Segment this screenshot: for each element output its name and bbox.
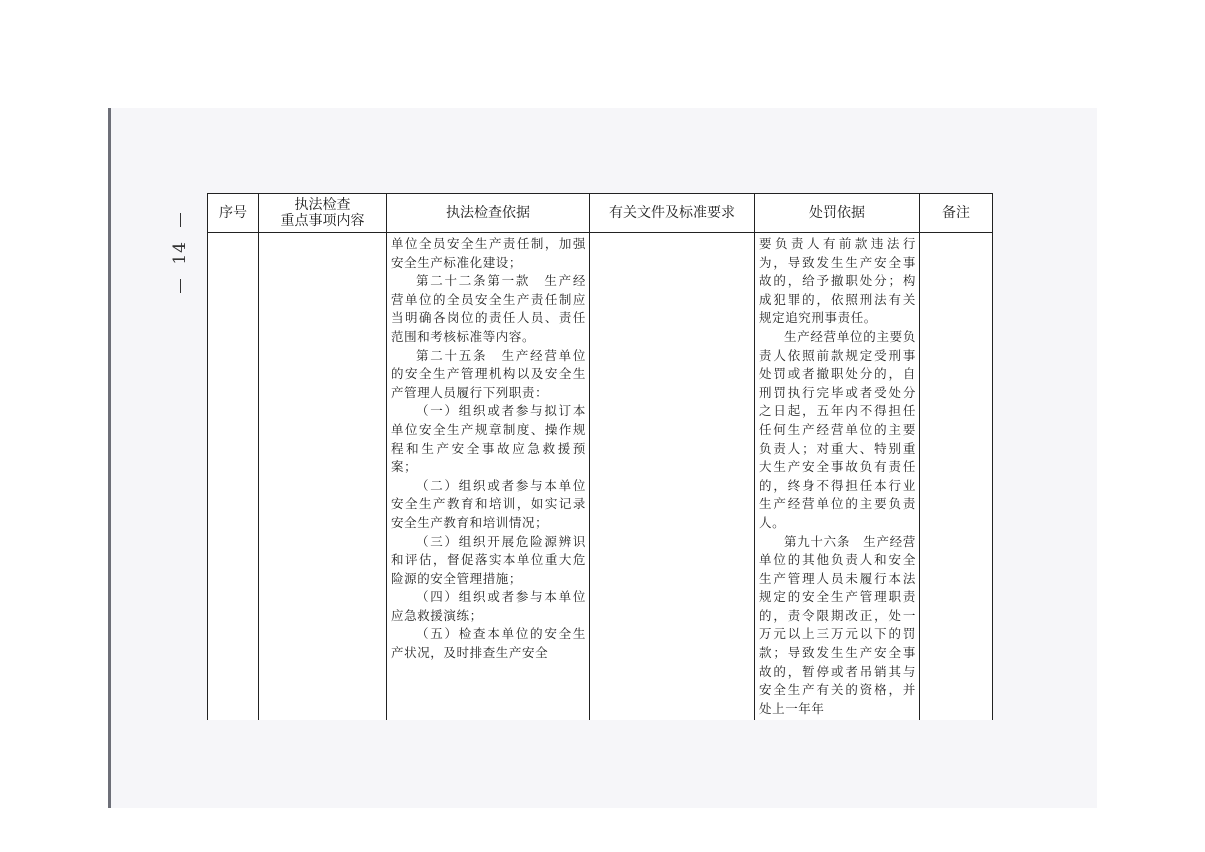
basis-paragraph: 第二十二条第一款 生产经营单位的全员安全生产责任制应当明确各岗位的责任人员、责任范围和考核标准等内容。: [391, 273, 586, 344]
penalty-paragraph: 要负责人有前款违法行为，导致发生生产安全事故的，给予撤职处分；构成犯罪的，依照刑法有关规定追究刑事责任。: [759, 236, 916, 326]
basis-paragraph: （一）组织或者参与拟订本单位安全生产规章制度、操作规程和生产安全事故应急救援预案；: [391, 403, 586, 475]
header-item-line1: 执法检查: [294, 197, 351, 213]
penalty-paragraph: 第九十六条 生产经营单位的其他负责人和安全生产管理人员未履行本法规定的安全生产管理职责的，责令限期改正，处一万元以上三万元以下的罚款；导致发生生产安全事故的，暂停或者吊销其与安全生产有关的资格，并处上一年年: [759, 533, 916, 716]
cell-basis: [387, 233, 590, 721]
header-penalty: 处罚依据: [755, 194, 920, 233]
page-number-text: 14: [170, 241, 190, 265]
basis-paragraph: 第二十五条 生产经营单位的安全生产管理机构以及安全生产管理人员履行下列职责：: [391, 347, 586, 400]
cell-seq: [208, 233, 259, 721]
penalty-text: [755, 233, 919, 720]
header-item-line2: 重点事项内容: [280, 213, 365, 229]
cell-remarks: [920, 233, 993, 721]
basis-paragraph: （四）组织或者参与本单位应急救援演练；: [391, 589, 586, 623]
basis-paragraph: （二）组织或者参与本单位安全生产教育和培训，如实记录安全生产教育和培训情况；: [391, 477, 586, 530]
header-item: [259, 194, 387, 233]
header-remarks: 备注: [920, 194, 993, 233]
page-number-dash-top: [180, 213, 181, 227]
table-header-row: [208, 194, 993, 233]
basis-paragraph: 单位全员安全生产责任制，加强安全生产标准化建设；: [391, 236, 586, 270]
header-seq: 序号: [208, 194, 259, 233]
penalty-paragraph: 生产经营单位的主要负责人依照前款规定受刑事处罚或者撤职处分的，自刑罚执行完毕或者受处分之日起，五年内不得担任任何生产经营单位的主要负责人；对重大、特别重大生产安全事故负有责任的，终身不得担任本行业生产经营单位的主要负责人。: [759, 328, 916, 530]
page-number-dash-bottom: [180, 279, 181, 293]
enforcement-table: [207, 193, 993, 720]
basis-text: [387, 233, 589, 720]
cell-penalty: [755, 233, 920, 721]
basis-paragraph: （三）组织开展危险源辨识和评估，督促落实本单位重大危险源的安全管理措施；: [391, 533, 586, 586]
basis-paragraph: （五）检查本单位的安全生产状况，及时排查生产安全: [391, 626, 586, 661]
page-number: [165, 213, 195, 293]
cell-standards: [590, 233, 755, 721]
table-row: [208, 233, 993, 721]
header-standards: 有关文件及标准要求: [590, 194, 755, 233]
cell-item: [259, 233, 387, 721]
header-basis: 执法检查依据: [387, 194, 590, 233]
